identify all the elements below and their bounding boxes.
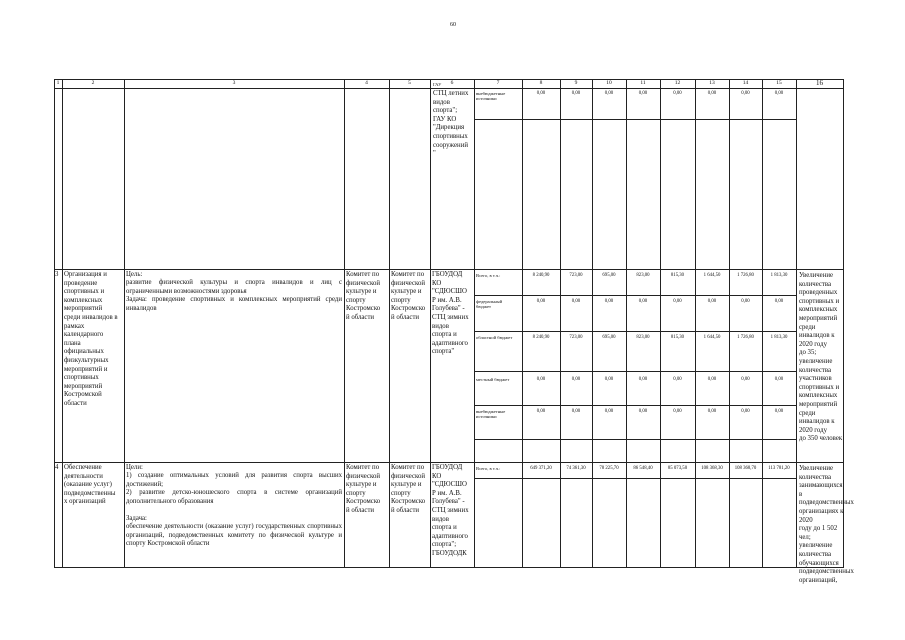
row-number: 4 [55, 464, 59, 471]
goal-label: Цель: [126, 271, 143, 278]
header-col-2: 2 [91, 80, 95, 86]
value-cell: 815,30 [670, 273, 685, 278]
value-cell: 1 813,30 [770, 335, 788, 340]
program-table [54, 79, 854, 584]
source-label: Всего, в т.ч.: [476, 273, 501, 278]
value-cell: 1 726,80 [737, 335, 754, 340]
value-cell: 1 644,50 [703, 335, 721, 340]
source-label: местный бюджет [476, 377, 510, 382]
expected-result: Увеличение количества занимающихся в подведомственных организациях к 2020 году до 1 502 чел; увеличение количества обучающихся подведомственных организаций, [799, 465, 854, 584]
value-cell: 0,00 [604, 409, 614, 414]
top-value: 0,00 [638, 91, 648, 96]
value-cell: 0,00 [571, 409, 581, 414]
value-cell: 8 240,90 [532, 273, 550, 278]
value-cell: 0,00 [536, 409, 546, 414]
value-cell: 695,00 [602, 273, 616, 278]
value-cell: 695,00 [602, 335, 616, 340]
top-executor: СТЦ летних видов спорта"; ГАУ КО "Дирекция спортивных сооружений " [433, 90, 469, 158]
value-cell: 1 644,50 [703, 273, 721, 278]
value-cell: 113 781,20 [768, 466, 790, 471]
source-label: Всего, в т.ч.: [476, 466, 501, 471]
top-value: 0,00 [774, 91, 784, 96]
value-cell: 0,00 [638, 409, 648, 414]
value-cell: 108 368,30 [701, 466, 723, 471]
coordinator: Комитет по физической культуре и спорту Костромско й области [346, 464, 381, 514]
header-col-5: 5 [408, 80, 411, 86]
header-col-7: 7 [496, 80, 500, 86]
header-col-15: 15 [776, 80, 782, 86]
top-value: 0,00 [604, 91, 614, 96]
top-value: 0,00 [707, 91, 717, 96]
top-value: 0,00 [536, 91, 546, 96]
expected-result: Увеличение количества проведенных спортивных и комплексных мероприятий среди инвалидов к 2020 году до 35; увеличение количества участников спортивных и комплексных мероприятий среди инвалидов к 2020 году до 350 человек [799, 272, 843, 443]
value-cell: 85 073,50 [667, 466, 688, 471]
header-col-6: 6 [450, 80, 454, 86]
value-cell: 86 548,40 [633, 466, 653, 471]
header-col-4: 4 [365, 80, 368, 86]
value-cell: 0,00 [638, 299, 648, 304]
value-cell: 0,00 [604, 299, 614, 304]
value-cell: 0,00 [741, 299, 750, 304]
value-cell: 0,00 [673, 377, 682, 382]
value-cell: 723,00 [569, 335, 583, 340]
header-col-10: 10 [606, 80, 612, 86]
value-cell: 0,00 [673, 299, 682, 304]
page-number: 60 [450, 22, 456, 28]
value-cell: 108 368,70 [734, 466, 757, 471]
value-cell: 0,00 [571, 299, 581, 304]
participant: Комитет по физической культуре и спорту Костромско й области [391, 464, 426, 514]
top-value: 0,00 [571, 91, 581, 96]
value-cell: 74 361,30 [566, 466, 586, 471]
value-cell: 1 813,30 [770, 273, 788, 278]
value-cell: 0,00 [774, 377, 784, 382]
coordinator: Комитет по физической культуре и спорту Костромско й области [346, 271, 381, 321]
value-cell: 649 371,20 [530, 466, 552, 471]
header-col-16: 16 [816, 79, 823, 87]
task-text: обеспечение деятельности (оказание услуг) государственных спортивных организаций, подведомственных комитету по физической культуре и спорту Костромской области [126, 523, 342, 548]
value-cell: 0,00 [536, 377, 546, 382]
value-cell: 0,00 [571, 377, 581, 382]
source-label: внебюджетные источники [476, 409, 506, 420]
value-cell: 0,00 [774, 299, 784, 304]
value-cell: 0,00 [707, 299, 717, 304]
value-cell: 0,00 [741, 409, 750, 414]
header-col-3: 3 [232, 80, 236, 86]
goal-text: 1) создание оптимальных условий для развития спорта высших достижений; 2) развитие детско-юношеского спорта в системе организаций дополнительного образования [126, 472, 342, 505]
value-cell: 0,00 [707, 409, 717, 414]
value-cell: 815,30 [670, 335, 685, 340]
top-source: внебюджетные источники [476, 91, 506, 102]
value-cell: 1 726,80 [737, 273, 754, 278]
goal-text: развитие физической культуры и спорта инвалидов и лиц с ограниченными возможностями здоровья [126, 279, 342, 295]
row-number: 3 [55, 271, 59, 278]
header-col-12: 12 [674, 80, 681, 86]
task-text: Задача: проведение спортивных и комплексных мероприятий среди инвалидов [126, 296, 342, 312]
value-cell: 0,00 [638, 377, 648, 382]
top-value: 0,00 [673, 91, 682, 96]
source-label: областной бюджет [476, 335, 513, 340]
top-executor-cut: ГАУ [433, 83, 442, 87]
participant: Комитет по физической культуре и спорту Костромско й области [391, 271, 426, 321]
header-col-8: 8 [539, 80, 543, 86]
header-col-9: 9 [574, 80, 578, 86]
value-cell: 823,00 [636, 335, 650, 340]
value-cell: 0,00 [741, 377, 750, 382]
value-cell: 0,00 [604, 377, 614, 382]
task-label: Задача: [126, 515, 147, 522]
activity-name: Организация и проведение спортивных и комплексных мероприятий среди инвалидов в рамках календарного плана официальных физкультурных мероприятий и спортивных мероприятий Костромской области [64, 271, 118, 407]
value-cell: 823,00 [636, 273, 650, 278]
goal-label: Цели: [126, 464, 143, 471]
value-cell: 0,00 [707, 377, 717, 382]
header-col-14: 14 [742, 80, 749, 86]
header-col-11: 11 [640, 80, 646, 86]
value-cell: 8 240,90 [532, 335, 550, 340]
value-cell: 0,00 [673, 409, 682, 414]
value-cell: 0,00 [536, 299, 546, 304]
value-cell: 78 225,70 [599, 466, 619, 471]
header-col-1: 1 [56, 80, 60, 86]
executor: ГБОУДОД КО "СДЮСШО Р им. А.В. Голубева" - СТЦ зимних видов спорта и адаптивного спорта"; ГБОУДОДК [432, 464, 469, 557]
top-value: 0,00 [741, 91, 750, 96]
value-cell: 0,00 [774, 409, 784, 414]
executor: ГБОУДОД КО "СДЮСШО Р им. А.В. Голубева" - СТЦ зимних видов спорта и адаптивного спорта" [432, 271, 469, 356]
activity-name: Обеспечение деятельности (оказание услуг) подведомственны х организаций [64, 464, 116, 506]
header-col-13: 13 [709, 80, 715, 86]
source-label: федеральный бюджет [476, 299, 503, 310]
value-cell: 723,00 [569, 273, 583, 278]
